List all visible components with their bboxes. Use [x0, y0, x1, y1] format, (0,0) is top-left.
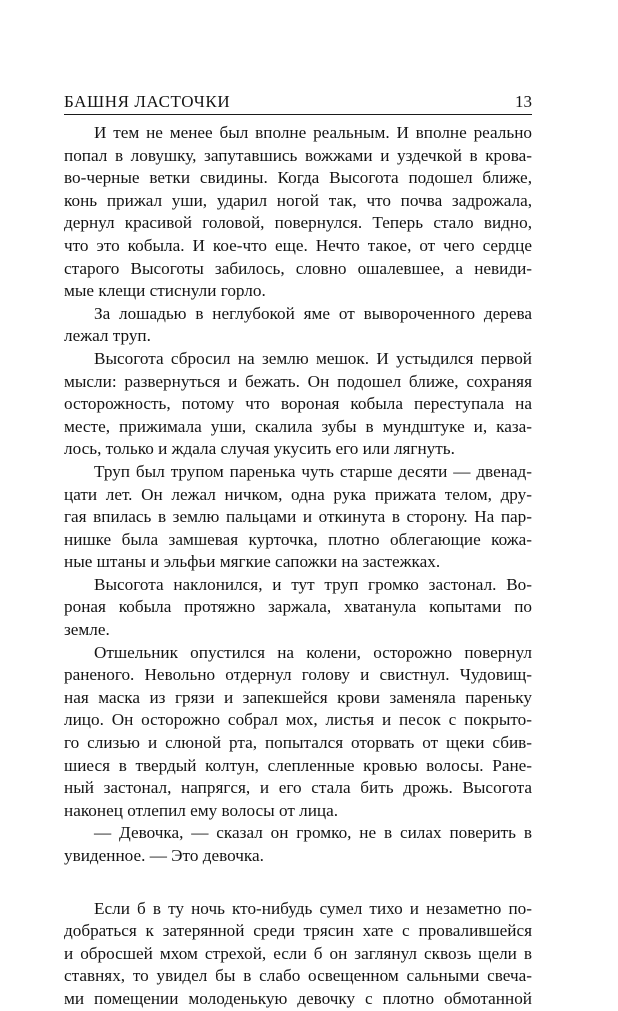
page-number: 13	[515, 92, 532, 111]
body-text	[64, 122, 532, 1011]
text-line: лежал труп.	[64, 326, 151, 346]
running-title: БАШНЯ ЛАСТОЧКИ	[64, 92, 231, 111]
text-line: И тем не менее был вполне реальным. И вполне реально	[94, 123, 532, 142]
text-line: раненого. Невольно отдернул голову и свистнул. Чудовищ-	[64, 665, 532, 685]
text-line: и обросшей мхом стрехой, если б он заглянул сквозь щели в	[64, 943, 532, 963]
text-line: ставнях, то увидел бы в слабо освещенном сальными свеча-	[64, 966, 532, 986]
running-head	[64, 88, 532, 112]
text-line: лицо. Он осторожно собрал мох, листья и песок с покрыто-	[64, 710, 532, 730]
section-break	[64, 868, 532, 898]
text-line: осторожность, потому что вороная кобыла переступала на	[64, 394, 532, 414]
text-line: конь прижал уши, ударил ногой так, что почва задрожала,	[64, 190, 532, 210]
text-line: ная маска из грязи и запекшейся крови заменяла пареньку	[64, 687, 532, 707]
text-line: земле.	[64, 620, 110, 640]
text-line: ный застонал, напрягся, и его стала бить дрожь. Высогота	[64, 778, 532, 798]
text-line: Высогота наклонился, и тут труп громко застонал. Во-	[94, 574, 532, 594]
text-line: мые клещи стиснули горло.	[64, 281, 266, 301]
text-line: месте, прижимала уши, скалила зубы в мундштуке и, каза-	[64, 416, 532, 436]
text-line: мысли: развернуться и бежать. Он подошел ближе, сохраняя	[64, 371, 532, 391]
text-line: лось, только и ждала случая укусить его или лягнуть.	[64, 439, 455, 459]
text-line: Труп был трупом паренька чуть старше десяти — двенад-	[94, 461, 532, 481]
text-line: старого Высоготы забилось, словно ошалевшее, а невиди-	[64, 258, 532, 278]
text-line: добраться к затерянной среди трясин хате с провалившейся	[64, 921, 532, 941]
text-line: го слизью и слюной рта, попытался оторвать от щеки сбив-	[64, 733, 532, 753]
text-line: наконец отлепил ему волосы от лица.	[64, 800, 339, 820]
text-line: нишке была замшевая курточка, плотно облегающие кожа-	[64, 529, 532, 549]
text-line: ми помещении молоденькую девочку с плотно обмотанной	[64, 988, 532, 1008]
text-line: Отшельник опустился на колени, осторожно повернул	[94, 642, 532, 662]
text-line: Высогота сбросил на землю мешок. И устыдился первой	[94, 348, 532, 368]
text-line: что это кобыла. И кое-что еще. Нечто такое, от чего сердце	[64, 235, 532, 255]
text-line: Если б в ту ночь кто-нибудь сумел тихо и незаметно по-	[94, 898, 532, 918]
text-line: роная кобыла протяжно заржала, хватанула копытами по	[64, 597, 532, 617]
text-line: цати лет. Он лежал ничком, одна рука прижата телом, дру-	[64, 484, 532, 504]
text-line: во-черные ветки свидины. Когда Высогота подошел ближе,	[64, 168, 532, 188]
text-line: увиденное. — Это девочка.	[64, 846, 264, 865]
text-line: дернул красивой головой, повернулся. Теперь стало видно,	[64, 213, 532, 233]
text-line: гая впилась в землю пальцами и откинута в сторону. На пар-	[64, 507, 532, 527]
text-line: — Девочка, — сказал он громко, не в силах поверить в	[94, 823, 532, 843]
text-line: шиеся в твердый колтун, слепленные кровью волосы. Ране-	[64, 755, 532, 775]
text-line: За лошадью в неглубокой яме от вывороченного дерева	[94, 303, 532, 323]
header-rule	[64, 114, 532, 115]
text-line: попал в ловушку, запутавшись вожжами и уздечкой в крова-	[64, 145, 532, 165]
text-line: ные штаны и эльфьи мягкие сапожки на застежках.	[64, 552, 441, 572]
